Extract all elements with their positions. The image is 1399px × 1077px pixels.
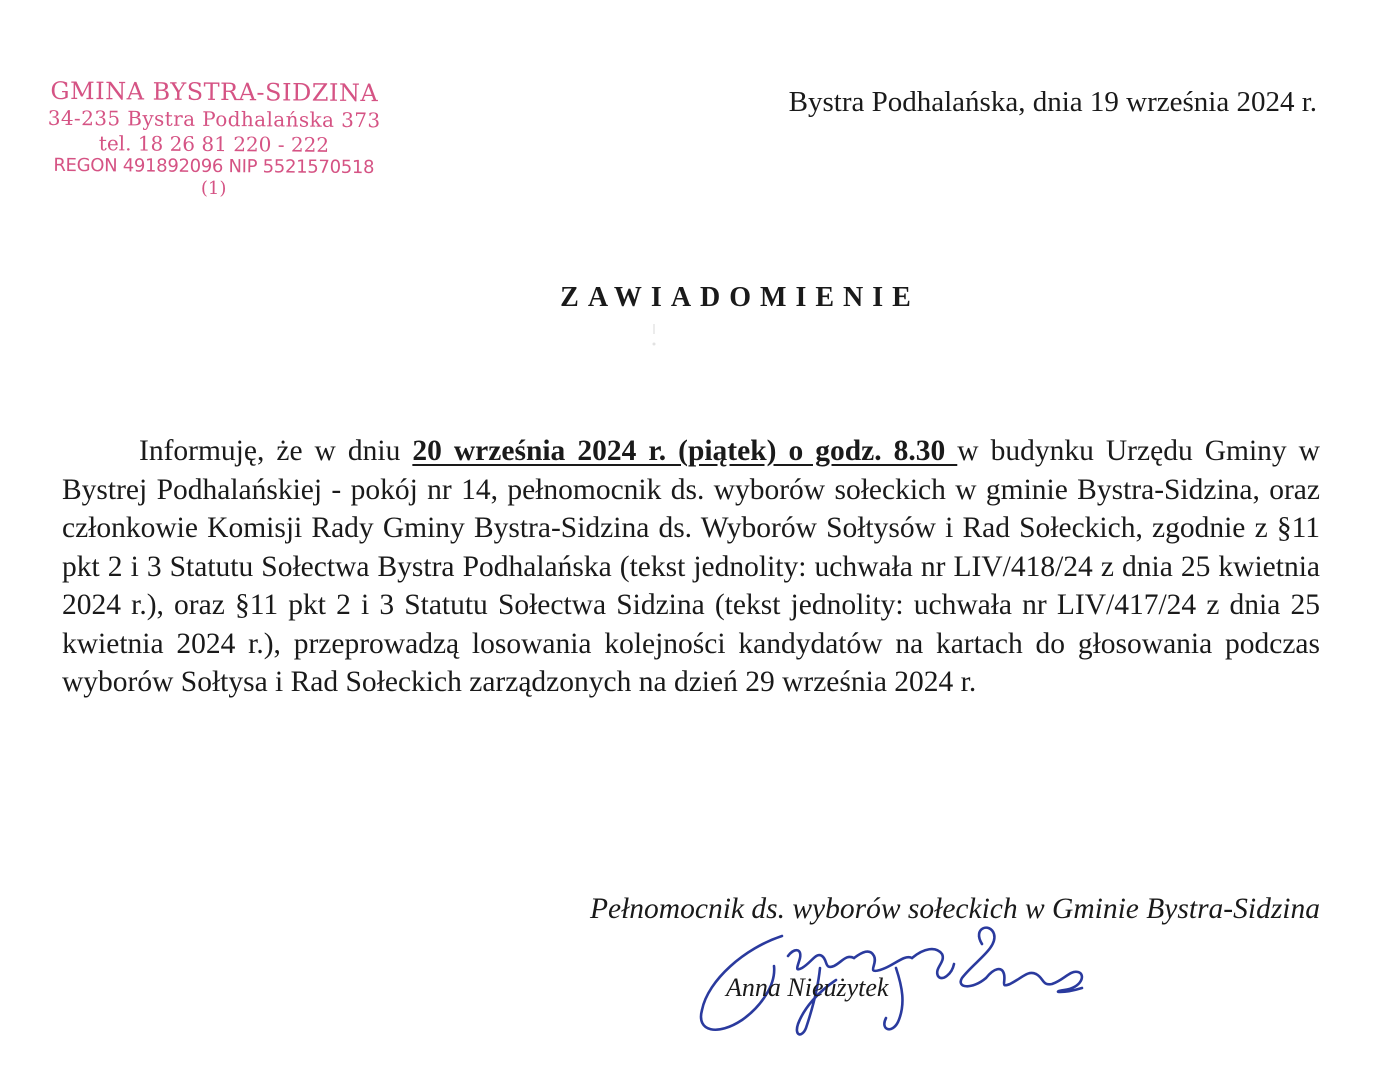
document-title: ZAWIADOMIENIE [560,282,920,313]
body-text: w budynku Urzędu Gminy w Bystrej Podhalańskiej - pokój nr 14, pełnomocnik ds. wyborów sołeckich w gminie Bystra-Sidzina, oraz członkowie Komisji Rady Gminy Bystra-Sidzina ds. Wyborów Sołtysów i Rad Sołeckich, zgodnie z §11 pkt 2 i 3 Statutu Sołectwa Bystra Podhalańska (tekst jednolity: uchwała nr LIV/418/24 z dnia 25 kwietnia 2024 r.), oraz §11 pkt 2 i 3 Statutu Sołectwa Sidzina (tekst jednolity: uchwała nr LIV/417/24 z dnia 25 kwietnia 2024 r.), przeprowadzą losowania kolejności kandydatów na kartach do głosowania podczas wyborów Sołtysa i Rad Sołeckich zarządzonych na dzień 29 września 2024 r. [62,435,1320,698]
place-and-date: Bystra Podhalańska, dnia 19 września 2024 r. [788,86,1317,118]
signer-name: Anna Nieużytek [726,973,889,1002]
stamp-municipality-name: GMINA BYSTRA-SIDZINA [50,76,379,108]
notice-body [62,432,1320,702]
stamp-number: (1) [200,177,227,200]
stamp-address: 34-235 Bystra Podhalańska 373 [47,106,381,133]
stamp-regon-nip: REGON 491892096 NIP 5521570518 [53,154,375,179]
signature-role: Pełnomocnik ds. wyborów sołeckich w Gminie Bystra-Sidzina [589,893,1320,925]
body-date-emphasis: 20 września 2024 r. (piątek) o godz. 8.30 [412,435,958,467]
body-intro: Informuję, że w dniu [139,435,413,467]
stamp-phone: tel. 18 26 81 220 - 222 [98,130,330,157]
scan-artifact [650,322,658,350]
office-stamp [38,77,391,201]
